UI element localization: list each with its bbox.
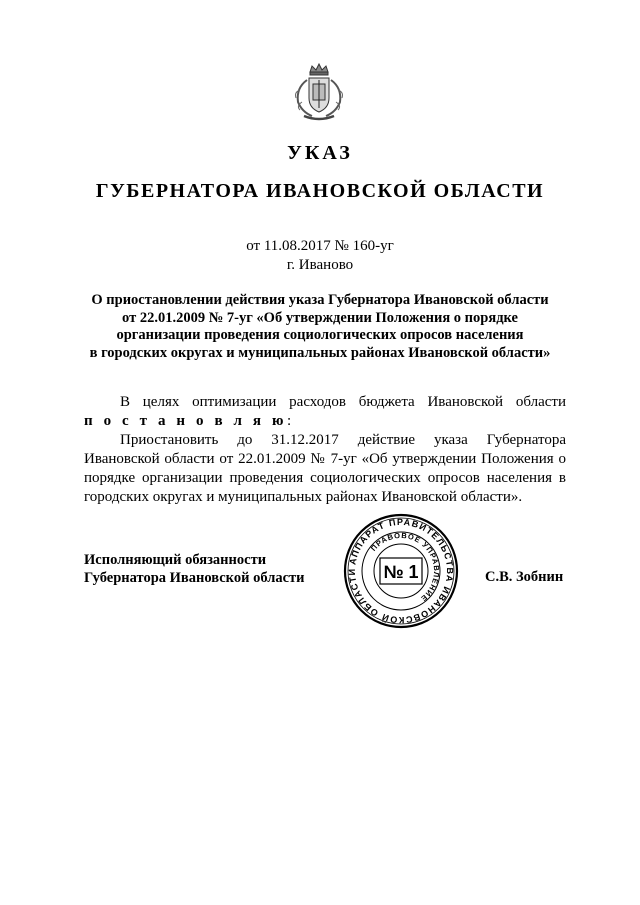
decree-word: п о с т а н о в л я ю bbox=[84, 413, 288, 429]
signatory-position bbox=[84, 551, 305, 587]
body-paragraph-2-line: Приостановить до 31.12.2017 действие указа Губернатора bbox=[120, 432, 566, 448]
document-title: УКАЗ bbox=[287, 142, 353, 164]
body-paragraph-2-line: порядке организации проведения социологических опросов населения в bbox=[84, 470, 566, 486]
document-city: г. Иваново bbox=[286, 257, 354, 273]
signatory-position-line: Исполняющий обязанности bbox=[84, 552, 267, 568]
document-body bbox=[84, 393, 566, 507]
heading-line: в городских округах и муниципальных районах Ивановской области» bbox=[89, 344, 551, 361]
body-paragraph-2-line: Ивановской области от 22.01.2009 № 7-уг «Об утверждении Положения о bbox=[84, 451, 566, 467]
heading-line: от 22.01.2009 № 7-уг «Об утверждении Положения о порядке bbox=[122, 309, 518, 326]
signatory-name: С.В. Зобнин bbox=[485, 569, 564, 585]
document-heading bbox=[60, 292, 580, 362]
heading-line: О приостановлении действия указа Губернатора Ивановской области bbox=[91, 292, 549, 308]
signatory-position-line: Губернатора Ивановской области bbox=[84, 570, 305, 586]
document-subtitle: ГУБЕРНАТОРА ИВАНОВСКОЙ ОБЛАСТИ bbox=[95, 180, 545, 202]
heading-line: организации проведения социологических опросов населения bbox=[116, 327, 524, 343]
stamp-inner-text: ПРАВОВОЕ УПРАВЛЕНИЕ bbox=[368, 530, 442, 604]
body-paragraph-1: В целях оптимизации расходов бюджета Ивановской области bbox=[120, 394, 566, 410]
stamp-number: № 1 bbox=[383, 562, 419, 582]
coat-of-arms-icon bbox=[288, 62, 350, 124]
document-date-number: от 11.08.2017 № 160-уг bbox=[246, 238, 394, 254]
body-paragraph-2-line: городских округах и муниципальных районах Ивановской области». bbox=[84, 489, 523, 505]
decree-colon: : bbox=[287, 413, 292, 429]
official-seal-stamp bbox=[342, 512, 460, 630]
decree-line bbox=[84, 412, 566, 431]
stamp-ring-text: АППАРАТ ПРАВИТЕЛЬСТВА ИВАНОВСКОЙ ОБЛАСТИ bbox=[346, 516, 456, 626]
